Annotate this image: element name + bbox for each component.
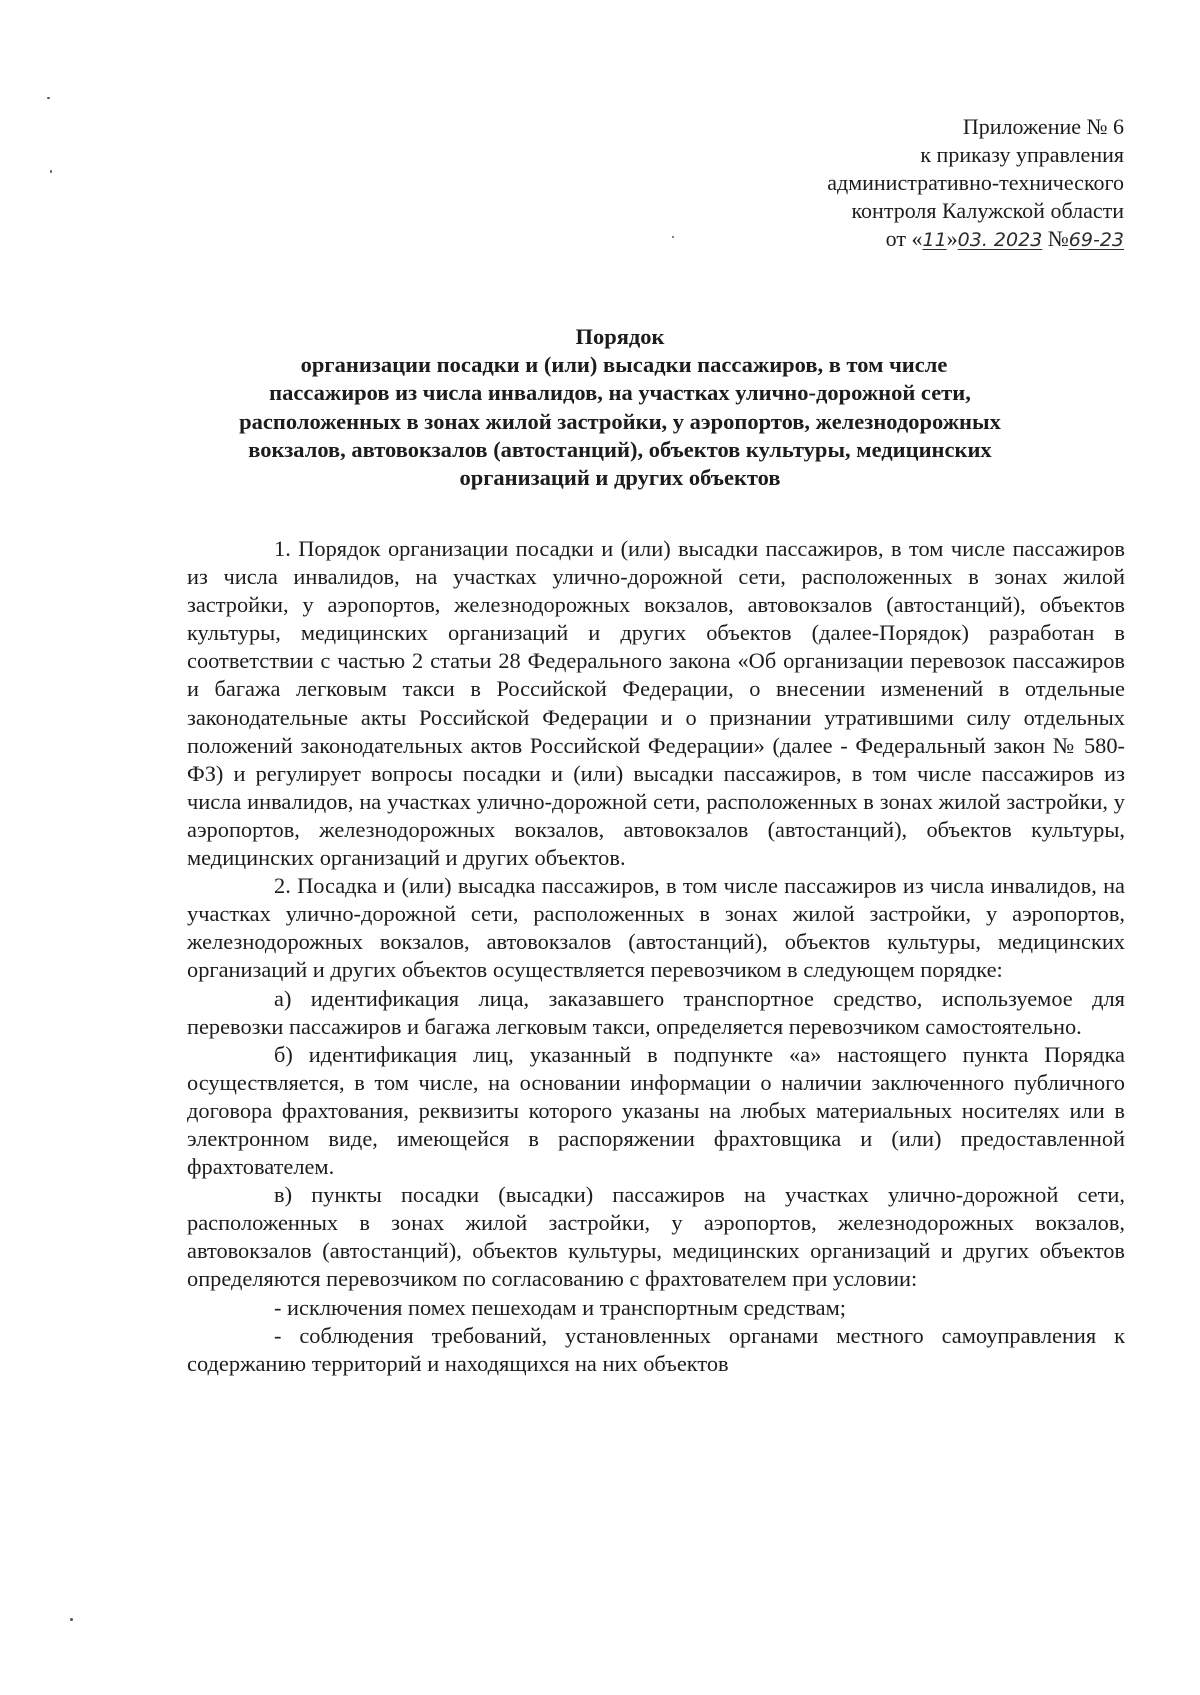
date-prefix: от « <box>885 226 923 251</box>
appendix-date-line <box>764 225 1124 254</box>
paragraph-1: 1. Порядок организации посадки и (или) высадки пассажиров, в том числе пассажиров из числа инвалидов, на участках улично-дорожной сети, расположенных в зонах жилой застройки, у аэропортов, железнодорожных вокзалов, автовокзалов (автостанций), объектов культуры, медицинских организаций и других объектов (далее-Порядок) разработан в соответствии с частью 2 статьи 28 Федерального закона «Об организации перевозок пассажиров и багажа легковым такси в Российской Федерации, о внесении изменений в отдельные законодательные акты Российской Федерации и о признании утратившими силу отдельных положений законодательных актов Российской Федерации» (далее - Федеральный закон № 580-ФЗ) и регулирует вопросы посадки и (или) высадки пассажиров, в том числе пассажиров из числа инвалидов, на участках улично-дорожной сети, расположенных в зонах жилой застройки, у аэропортов, железнодорожных вокзалов, автовокзалов (автостанций), объектов культуры, медицинских организаций и других объектов. <box>187 536 1125 871</box>
scan-speck <box>672 236 674 238</box>
document-body <box>187 535 1125 1378</box>
title-line: организации посадки и (или) высадки пассажиров, в том числе <box>300 352 948 378</box>
date-month-year: 03. 2023 <box>957 229 1043 251</box>
condition-item: - исключения помех пешеходам и транспортным средствам; <box>274 1294 846 1320</box>
title-line: расположенных в зонах жилой застройки, у аэропортов, железнодорожных <box>239 408 1001 434</box>
title-line: организаций и других объектов <box>459 465 781 491</box>
title-heading: Порядок <box>575 324 665 349</box>
appendix-department: административно-технического <box>827 170 1124 195</box>
appendix-number: Приложение № 6 <box>962 114 1124 139</box>
appendix-header <box>764 113 1124 254</box>
date-mid: » <box>946 226 958 251</box>
document-title <box>160 323 1080 492</box>
title-line: пассажиров из числа инвалидов, на участках улично-дорожной сети, <box>269 380 971 406</box>
appendix-region: контроля Калужской области <box>851 198 1124 223</box>
subparagraph-v: в) пункты посадки (высадки) пассажиров на участках улично-дорожной сети, расположенных в зонах жилой застройки, у аэропортов, железнодорожных вокзалов, автовокзалов (автостанций), объектов культуры, медицинских организаций и других объектов определяются перевозчиком по согласованию с фрахтователем при условии: <box>187 1182 1125 1292</box>
paragraph-2: 2. Посадка и (или) высадка пассажиров, в том числе пассажиров из числа инвалидов, на участках улично-дорожной сети, расположенных в зонах жилой застройки, у аэропортов, железнодорожных вокзалов, автовокзалов (автостанций), объектов культуры, медицинских организаций и других объектов осуществляется перевозчиком в следующем порядке: <box>187 873 1125 983</box>
scan-speck <box>47 97 50 99</box>
scan-speck <box>70 1618 73 1621</box>
subparagraph-b: б) идентификация лиц, указанный в подпункте «а» настоящего пункта Порядка осуществляется, в том числе, на основании информации о наличии заключенного публичного договора фрахтования, реквизиты которого указаны на любых материальных носителях или в электронном виде, имеющейся в распоряжении фрахтовщика и (или) предоставленной фрахтователем. <box>187 1041 1125 1180</box>
appendix-order-ref: к приказу управления <box>920 142 1124 167</box>
scan-speck <box>50 170 52 173</box>
condition-item: - соблюдения требований, установленных органами местного самоуправления к содержанию территорий и находящихся на них объектов <box>187 1322 1125 1376</box>
number-prefix: № <box>1047 226 1069 251</box>
title-line: вокзалов, автовокзалов (автостанций), объектов культуры, медицинских <box>248 436 992 462</box>
subparagraph-a: а) идентификация лица, заказавшего транспортное средство, используемое для перевозки пассажиров и багажа легковым такси, определяется перевозчиком самостоятельно. <box>187 985 1125 1039</box>
order-number: 69-23 <box>1068 229 1124 251</box>
date-day: 11 <box>922 229 947 251</box>
